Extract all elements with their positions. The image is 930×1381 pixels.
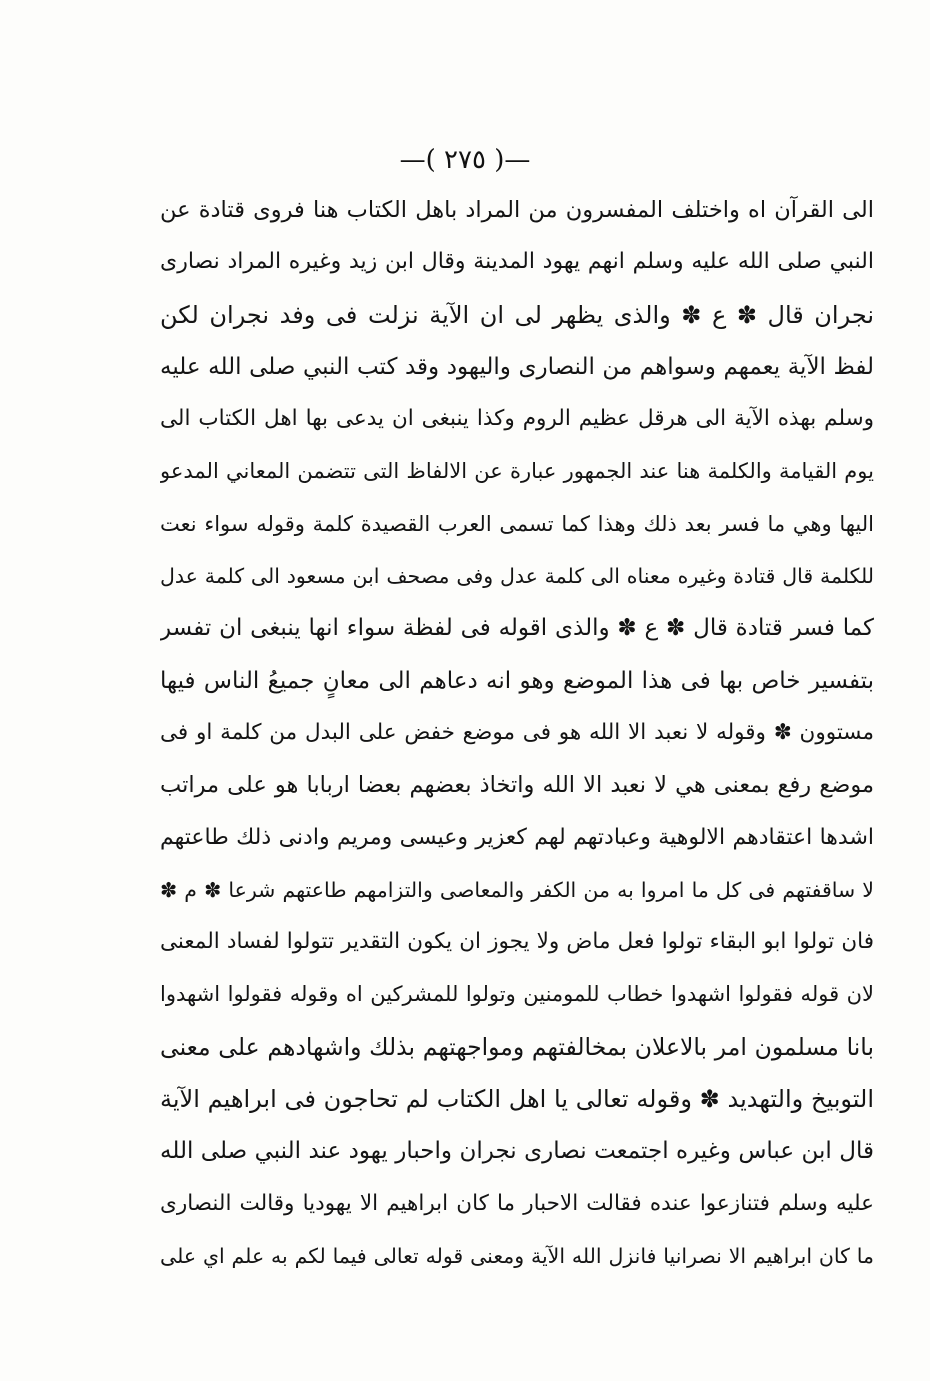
text-line: لان قوله فقولوا اشهدوا خطاب للمومنين وتولوا للمشركين اه وقوله فقولوا اشهدوا <box>160 982 874 1007</box>
text-line: اشدها اعتقادهم الالوهية وعبادتهم لهم كعزير وعيسى ومريم وادنى ذلك طاعتهم <box>160 824 874 850</box>
text-line: الى القرآن اه واختلف المفسرون من المراد باهل الكتاب هنا فروى قتادة عن <box>160 197 874 223</box>
text-line: كما فسر قتادة قال ✽ ع ✽ والذى اقوله فى لفظة سواء انها ينبغى ان تفسر <box>160 615 874 642</box>
text-line: للكلمة قال قتادة وغيره معناه الى كلمة عدل وفى مصحف ابن مسعود الى كلمة عدل <box>160 564 874 589</box>
body-text <box>160 184 874 1282</box>
text-line: النبي صلى الله عليه وسلم انهم يهود المدينة وقال ابن زيد وغيره المراد نصارى <box>160 249 874 275</box>
text-line: موضع رفع بمعنى هي لا نعبد الا الله واتخاذ بعضهم بعضا اربابا هو على مراتب <box>160 772 874 799</box>
text-line: نجران قال ✽ ع ✽ والذى يظهر لى ان الآية نزلت فى وفد نجران لكن <box>160 300 874 329</box>
page-number: —( ٢٧٥ )— <box>399 145 531 175</box>
text-line: مستوون ✽ وقوله لا نعبد الا الله هو فى موضع خفض على البدل من كلمة او فى <box>160 719 874 745</box>
text-line: بانا مسلمون امر بالاعلان بمخالفتهم ومواجهتهم بذلك واشهادهم على معنى <box>160 1032 874 1061</box>
text-line: لفظ الآية يعمهم وسواهم من النصارى واليهود وقد كتب النبي صلى الله عليه <box>160 353 874 380</box>
text-line: وسلم بهذه الآية الى هرقل عظيم الروم وكذا ينبغى ان يدعى بها اهل الكتاب الى <box>160 406 874 432</box>
text-line: فان تولوا ابو البقاء تولوا فعل ماض ولا يجوز ان يكون التقدير تتولوا لفساد المعنى <box>160 929 874 955</box>
text-line: اليها وهي ما فسر بعد ذلك وهذا كما تسمى العرب القصيدة كلمة وقوله سواء نعت <box>160 511 874 536</box>
text-line: لا ساقفتهم فى كل ما امروا به من الكفر والمعاصى والتزامهم طاعتهم شرعا ✽ م ✽ <box>160 877 874 902</box>
text-line: عليه وسلم فتنازعوا عنده فقالت الاحبار ما كان ابراهيم الا يهوديا وقالت النصارى <box>160 1190 874 1216</box>
text-line: ما كان ابراهيم الا نصرانيا فانزل الله الآية ومعنى قوله تعالى فيما لكم به علم اي على <box>160 1243 874 1268</box>
text-line: يوم القيامة والكلمة هنا عند الجمهور عبارة عن الالفاظ التى تتضمن المعاني المدعو <box>160 459 874 484</box>
text-line: قال ابن عباس وغيره اجتمعت نصارى نجران واحبار يهود عند النبي صلى الله <box>160 1138 874 1165</box>
text-line: التوبيخ والتهديد ✽ وقوله تعالى يا اهل الكتاب لم تحاجون فى ابراهيم الآية <box>160 1085 874 1114</box>
text-line: بتفسير خاص بها فى هذا الموضع وهو انه دعاهم الى معانٍ جميعُ الناس فيها <box>160 667 874 694</box>
